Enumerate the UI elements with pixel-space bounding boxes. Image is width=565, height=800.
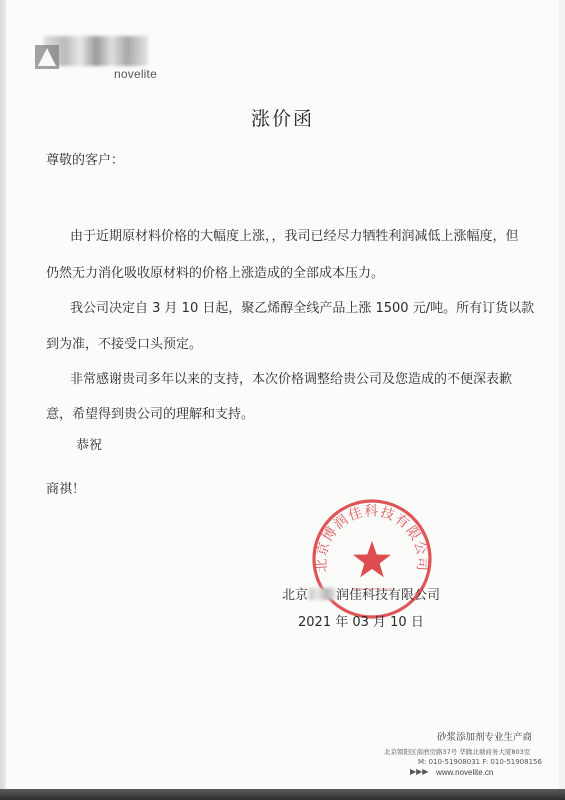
signature-company-prefix: 北京 xyxy=(282,588,309,603)
paragraph-2-line-2: 到为准，不接受口头预定。 xyxy=(46,337,203,352)
footer-tagline: 砂浆添加剂专业生产商 xyxy=(437,732,533,743)
logo-text: novelite xyxy=(114,67,157,81)
footer-website: www.novelite.cn xyxy=(436,768,494,777)
signature-company-suffix: 润佳科技有限公司 xyxy=(336,588,441,603)
paragraph-2-line-1: 我公司决定自 3 月 10 日起，聚乙烯醇全线产品上涨 1500 元/吨。所有订货以款 xyxy=(70,301,535,316)
scan-bottom-edge xyxy=(0,789,565,800)
signature-date: 2021 年 03 月 10 日 xyxy=(298,615,424,630)
paragraph-1-line-2: 仍然无力消化吸收原材料的价格上涨造成的全部成本压力。 xyxy=(46,266,385,281)
company-logo xyxy=(30,36,157,81)
footer-phone-fax: M: 010-51908031 F: 010-51908156 xyxy=(418,758,542,766)
footer-address: 北京朝阳区南磨房路37号 华腾北塘商务大厦803室 xyxy=(384,748,531,756)
letter-title: 涨价函 xyxy=(250,108,314,130)
paragraph-1-line-1: 由于近期原材料价格的大幅度上涨，，我司已经尽力牺牲利润减低上涨幅度，但 xyxy=(70,229,519,244)
stamp-text: 北京博润佳科技有限公司 xyxy=(313,503,431,573)
redacted-characters xyxy=(309,588,335,600)
paragraph-3-line-1: 非常感谢贵司多年以来的支持，本次价格调整给贵公司及您造成的不便深表歉 xyxy=(70,372,513,387)
closing-greeting: 恭祝 xyxy=(76,438,103,453)
salutation: 尊敬的客户： xyxy=(46,153,125,168)
closing-wish: 商祺！ xyxy=(46,482,86,497)
footer-arrow-icon: ▶▶▶ xyxy=(410,767,429,776)
signature-company-name xyxy=(282,584,440,603)
paragraph-3-line-2: 意，希望得到贵公司的理解和支持。 xyxy=(46,407,255,422)
logo-icon xyxy=(34,44,60,70)
